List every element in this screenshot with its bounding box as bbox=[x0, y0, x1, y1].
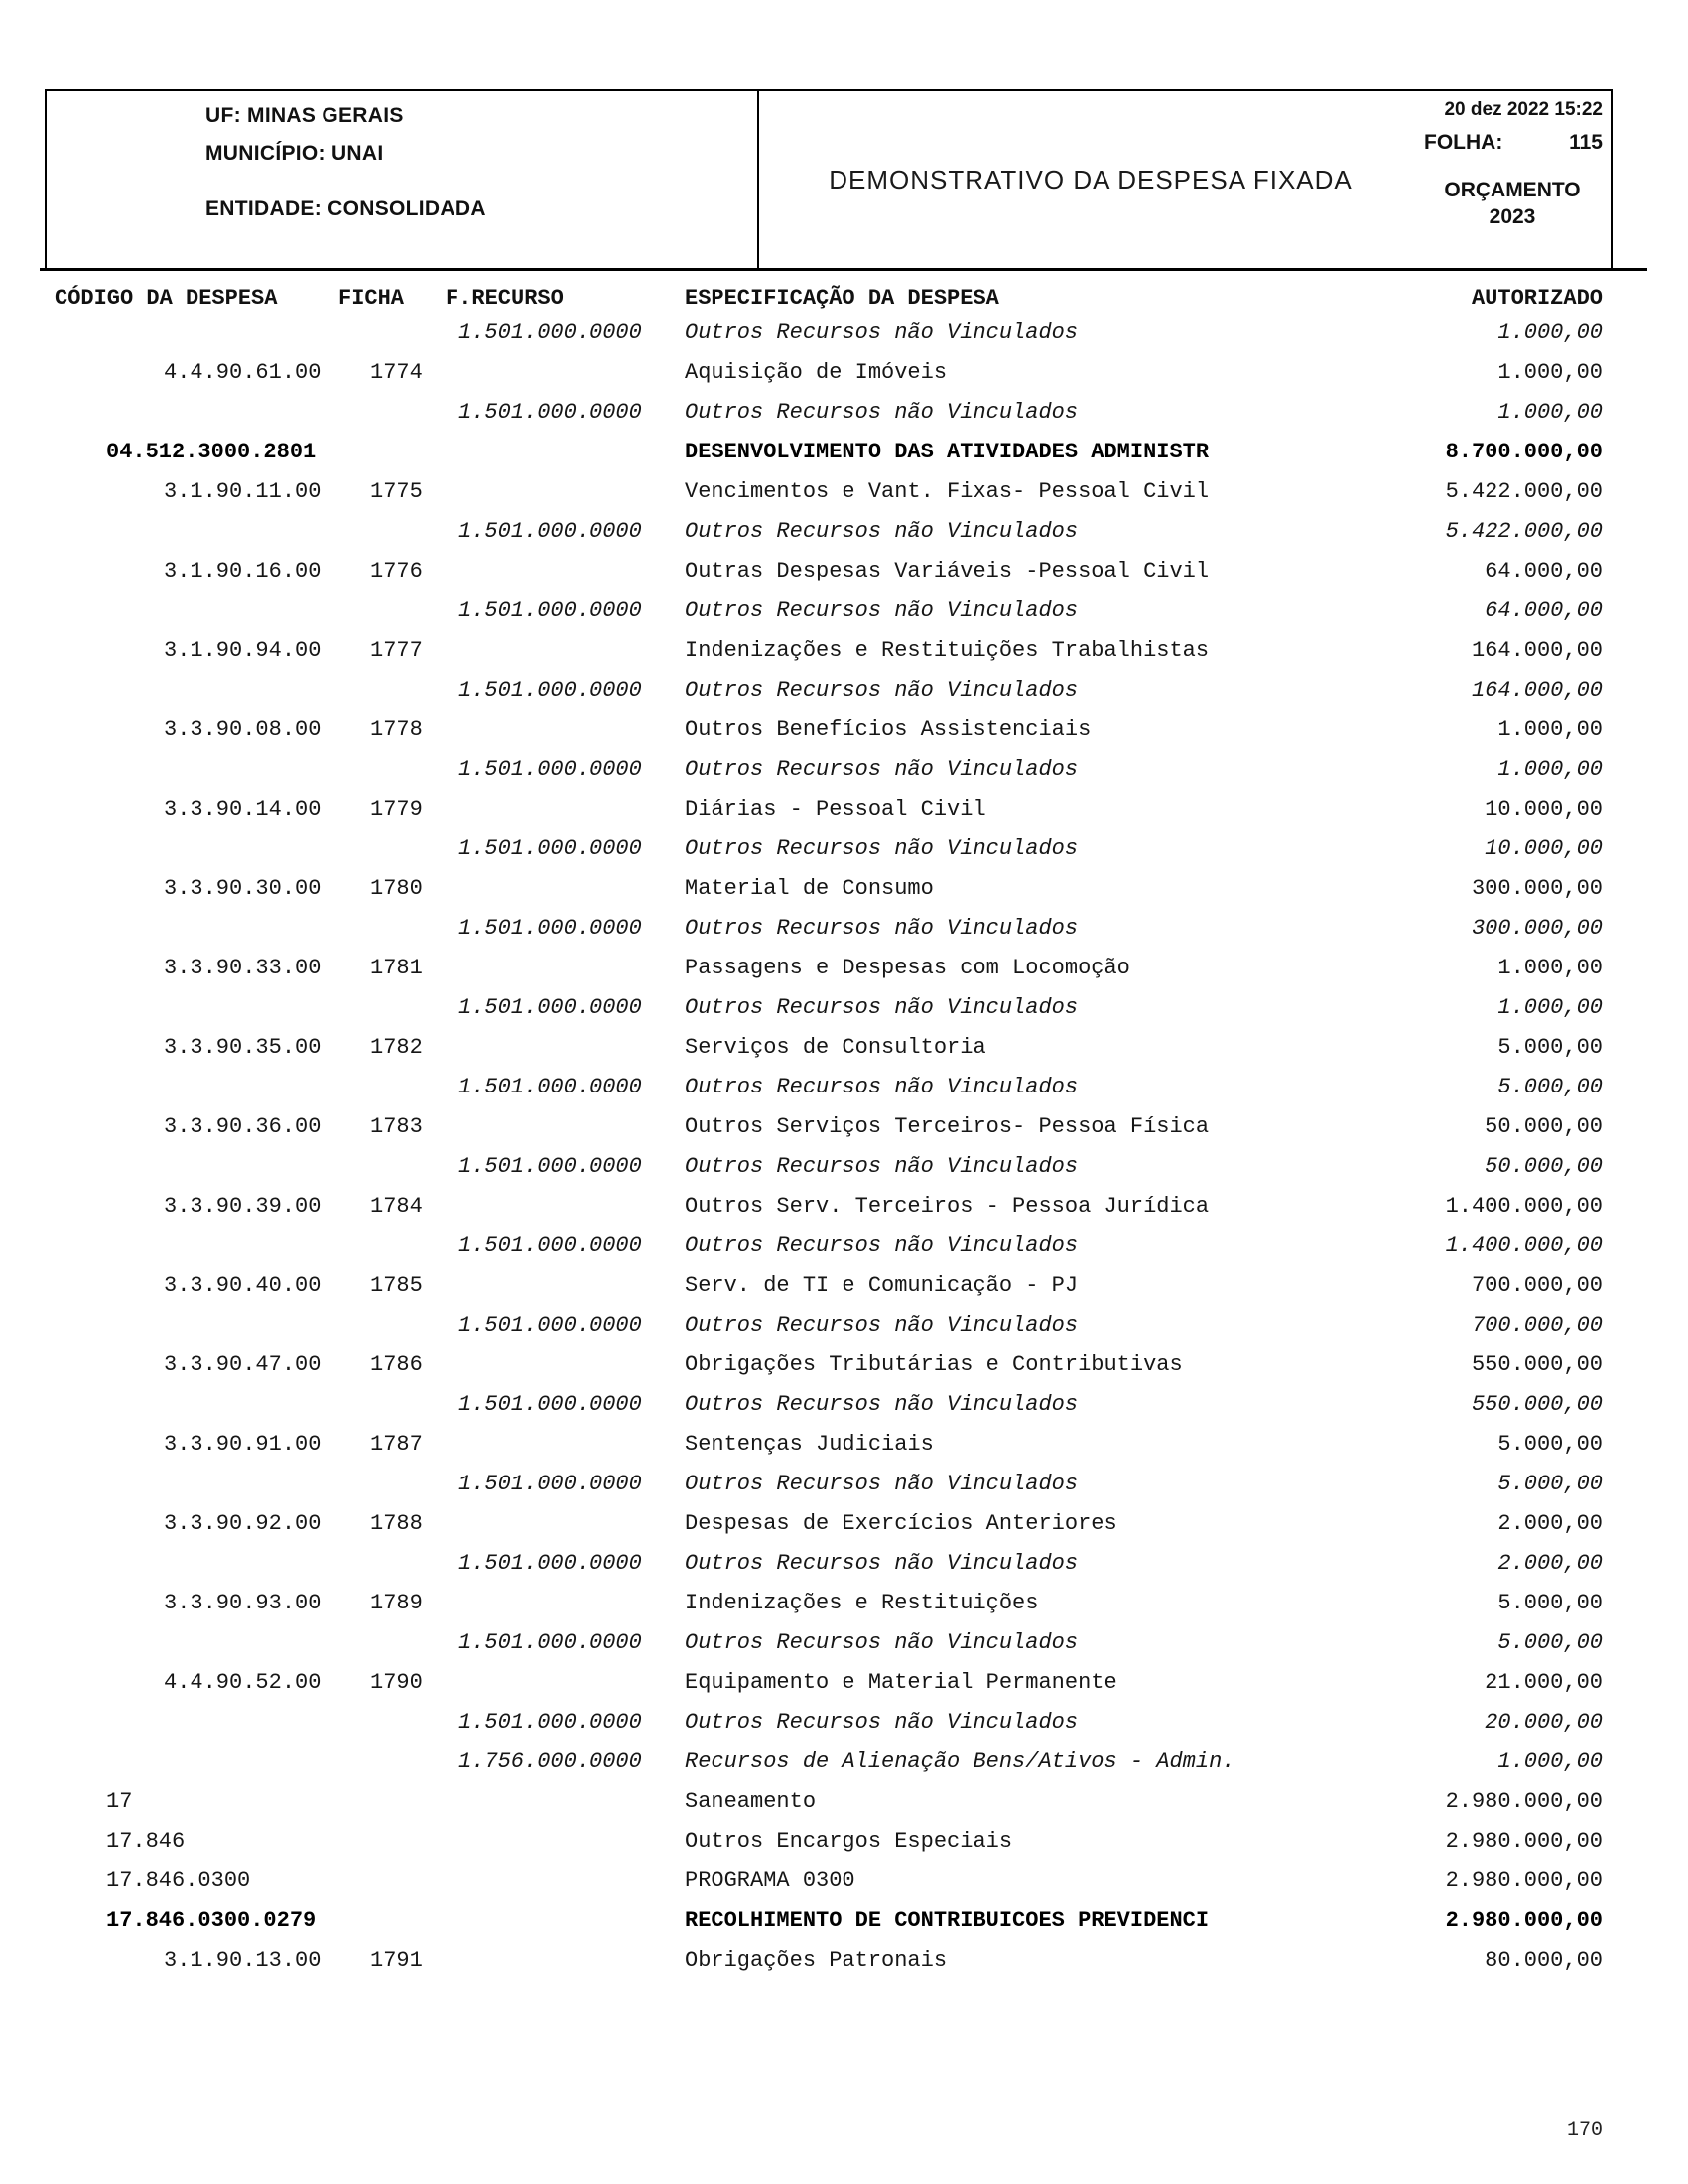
frecurso-cell: 1.501.000.0000 bbox=[458, 678, 642, 703]
page-number: 170 bbox=[1566, 2120, 1603, 2142]
table-row bbox=[55, 1226, 1603, 1266]
autorizado-cell: 8.700.000,00 bbox=[1445, 440, 1603, 464]
frecurso-cell: 1.756.000.0000 bbox=[458, 1749, 642, 1774]
especificacao-cell: Outros Benefícios Assistenciais bbox=[685, 717, 1092, 742]
table-row bbox=[55, 1187, 1603, 1226]
especificacao-cell: Outros Recursos não Vinculados bbox=[685, 916, 1079, 941]
autorizado-cell: 1.400.000,00 bbox=[1445, 1233, 1603, 1258]
frecurso-cell: 1.501.000.0000 bbox=[458, 757, 642, 782]
frecurso-cell: 1.501.000.0000 bbox=[458, 1472, 642, 1496]
codigo-cell: 3.3.90.92.00 bbox=[164, 1511, 322, 1536]
especificacao-cell: Serv. de TI e Comunicação - PJ bbox=[685, 1273, 1079, 1298]
autorizado-cell: 300.000,00 bbox=[1471, 916, 1603, 941]
frecurso-cell: 1.501.000.0000 bbox=[458, 1233, 642, 1258]
especificacao-cell: Sentenças Judiciais bbox=[685, 1432, 934, 1457]
table-row bbox=[55, 1822, 1603, 1862]
orcamento-block bbox=[1422, 177, 1603, 230]
codigo-cell: 04.512.3000.2801 bbox=[106, 440, 317, 464]
ficha-cell: 1786 bbox=[370, 1352, 423, 1377]
codigo-cell: 17.846.0300 bbox=[106, 1868, 251, 1893]
col-header-codigo: CÓDIGO DA DESPESA bbox=[55, 286, 278, 311]
codigo-cell: 3.3.90.33.00 bbox=[164, 956, 322, 980]
autorizado-cell: 300.000,00 bbox=[1471, 876, 1603, 901]
frecurso-cell: 1.501.000.0000 bbox=[458, 1551, 642, 1576]
autorizado-cell: 5.000,00 bbox=[1497, 1630, 1603, 1655]
codigo-cell: 3.3.90.40.00 bbox=[164, 1273, 322, 1298]
especificacao-cell: Outros Serv. Terceiros - Pessoa Jurídica bbox=[685, 1194, 1210, 1219]
frecurso-cell: 1.501.000.0000 bbox=[458, 916, 642, 941]
codigo-cell: 17.846.0300.0279 bbox=[106, 1908, 317, 1933]
especificacao-cell: Outros Recursos não Vinculados bbox=[685, 1392, 1079, 1417]
header-meta-block bbox=[1422, 91, 1611, 268]
codigo-cell: 3.3.90.35.00 bbox=[164, 1035, 322, 1060]
folha-label: FOLHA: bbox=[1424, 131, 1503, 154]
table-row bbox=[55, 591, 1603, 631]
ficha-cell: 1782 bbox=[370, 1035, 423, 1060]
especificacao-cell: Outros Recursos não Vinculados bbox=[685, 836, 1079, 861]
autorizado-cell: 5.000,00 bbox=[1497, 1472, 1603, 1496]
ficha-cell: 1780 bbox=[370, 876, 423, 901]
frecurso-cell: 1.501.000.0000 bbox=[458, 1710, 642, 1734]
codigo-cell: 3.3.90.47.00 bbox=[164, 1352, 322, 1377]
especificacao-cell: Outros Recursos não Vinculados bbox=[685, 598, 1079, 623]
especificacao-cell: Serviços de Consultoria bbox=[685, 1035, 986, 1060]
table-row bbox=[55, 988, 1603, 1028]
ficha-cell: 1776 bbox=[370, 559, 423, 583]
autorizado-cell: 1.000,00 bbox=[1497, 995, 1603, 1020]
ficha-cell: 1784 bbox=[370, 1194, 423, 1219]
codigo-cell: 3.3.90.91.00 bbox=[164, 1432, 322, 1457]
table-row bbox=[55, 512, 1603, 552]
frecurso-cell: 1.501.000.0000 bbox=[458, 1392, 642, 1417]
table-row bbox=[55, 1465, 1603, 1504]
ficha-cell: 1778 bbox=[370, 717, 423, 742]
especificacao-cell: Passagens e Despesas com Locomoção bbox=[685, 956, 1130, 980]
autorizado-cell: 5.422.000,00 bbox=[1445, 479, 1603, 504]
col-header-especificacao: ESPECIFICAÇÃO DA DESPESA bbox=[685, 286, 999, 311]
autorizado-cell: 2.980.000,00 bbox=[1445, 1789, 1603, 1814]
header-bottom-rule bbox=[40, 268, 1647, 271]
entidade-label: ENTIDADE: CONSOLIDADA bbox=[205, 197, 486, 220]
autorizado-cell: 550.000,00 bbox=[1471, 1392, 1603, 1417]
table-row bbox=[55, 1663, 1603, 1703]
especificacao-cell: Outros Recursos não Vinculados bbox=[685, 1472, 1079, 1496]
frecurso-cell: 1.501.000.0000 bbox=[458, 598, 642, 623]
table-row bbox=[55, 393, 1603, 433]
especificacao-cell: RECOLHIMENTO DE CONTRIBUICOES PREVIDENCI bbox=[685, 1908, 1210, 1933]
especificacao-cell: Outros Recursos não Vinculados bbox=[685, 757, 1079, 782]
autorizado-cell: 64.000,00 bbox=[1485, 598, 1603, 623]
table-row bbox=[55, 1504, 1603, 1544]
autorizado-cell: 10.000,00 bbox=[1485, 797, 1603, 822]
uf-label: UF: MINAS GERAIS bbox=[205, 104, 404, 127]
especificacao-cell: Vencimentos e Vant. Fixas- Pessoal Civil bbox=[685, 479, 1210, 504]
frecurso-cell: 1.501.000.0000 bbox=[458, 836, 642, 861]
ficha-cell: 1775 bbox=[370, 479, 423, 504]
autorizado-cell: 1.000,00 bbox=[1497, 956, 1603, 980]
especificacao-cell: Outros Recursos não Vinculados bbox=[685, 1710, 1079, 1734]
autorizado-cell: 1.000,00 bbox=[1497, 717, 1603, 742]
table-row bbox=[55, 1782, 1603, 1822]
table-row bbox=[55, 830, 1603, 869]
header-box bbox=[45, 89, 1613, 268]
ficha-cell: 1783 bbox=[370, 1114, 423, 1139]
ficha-cell: 1781 bbox=[370, 956, 423, 980]
especificacao-cell: Outros Recursos não Vinculados bbox=[685, 1154, 1079, 1179]
autorizado-cell: 700.000,00 bbox=[1471, 1273, 1603, 1298]
table-row bbox=[55, 949, 1603, 988]
autorizado-cell: 550.000,00 bbox=[1471, 1352, 1603, 1377]
autorizado-cell: 5.000,00 bbox=[1497, 1432, 1603, 1457]
ficha-cell: 1787 bbox=[370, 1432, 423, 1457]
especificacao-cell: Outros Recursos não Vinculados bbox=[685, 1233, 1079, 1258]
table-row bbox=[55, 1147, 1603, 1187]
table-row bbox=[55, 472, 1603, 512]
frecurso-cell: 1.501.000.0000 bbox=[458, 1075, 642, 1099]
table-row bbox=[55, 314, 1603, 353]
codigo-cell: 4.4.90.52.00 bbox=[164, 1670, 322, 1695]
ficha-cell: 1779 bbox=[370, 797, 423, 822]
especificacao-cell: Recursos de Alienação Bens/Ativos - Admin. bbox=[685, 1749, 1235, 1774]
especificacao-cell: Outros Serviços Terceiros- Pessoa Física bbox=[685, 1114, 1210, 1139]
autorizado-cell: 20.000,00 bbox=[1485, 1710, 1603, 1734]
col-header-ficha: FICHA bbox=[338, 286, 405, 311]
codigo-cell: 3.3.90.30.00 bbox=[164, 876, 322, 901]
codigo-cell: 3.1.90.13.00 bbox=[164, 1948, 322, 1973]
autorizado-cell: 2.000,00 bbox=[1497, 1551, 1603, 1576]
table-row bbox=[55, 433, 1603, 472]
autorizado-cell: 21.000,00 bbox=[1485, 1670, 1603, 1695]
especificacao-cell: Obrigações Tributárias e Contributivas bbox=[685, 1352, 1183, 1377]
especificacao-cell: Outros Encargos Especiais bbox=[685, 1829, 1013, 1854]
codigo-cell: 3.3.90.36.00 bbox=[164, 1114, 322, 1139]
table-row bbox=[55, 1623, 1603, 1663]
frecurso-cell: 1.501.000.0000 bbox=[458, 519, 642, 544]
especificacao-cell: Outros Recursos não Vinculados bbox=[685, 678, 1079, 703]
orcamento-label: ORÇAMENTO bbox=[1444, 179, 1581, 201]
folha-number: 115 bbox=[1569, 131, 1603, 154]
especificacao-cell: Aquisição de Imóveis bbox=[685, 360, 948, 385]
table-row bbox=[55, 1941, 1603, 1981]
autorizado-cell: 1.000,00 bbox=[1497, 1749, 1603, 1774]
table-row bbox=[55, 1346, 1603, 1385]
header-title-block bbox=[759, 91, 1422, 268]
especificacao-cell: Outros Recursos não Vinculados bbox=[685, 1551, 1079, 1576]
autorizado-cell: 2.980.000,00 bbox=[1445, 1868, 1603, 1893]
table-column-headers bbox=[55, 282, 1603, 316]
especificacao-cell: Outros Recursos não Vinculados bbox=[685, 1630, 1079, 1655]
autorizado-cell: 50.000,00 bbox=[1485, 1154, 1603, 1179]
table-row bbox=[55, 631, 1603, 671]
autorizado-cell: 5.000,00 bbox=[1497, 1035, 1603, 1060]
especificacao-cell: Outras Despesas Variáveis -Pessoal Civil bbox=[685, 559, 1210, 583]
ficha-cell: 1790 bbox=[370, 1670, 423, 1695]
table-row bbox=[55, 671, 1603, 710]
especificacao-cell: Indenizações e Restituições Trabalhistas bbox=[685, 638, 1210, 663]
codigo-cell: 3.3.90.39.00 bbox=[164, 1194, 322, 1219]
ficha-cell: 1789 bbox=[370, 1591, 423, 1615]
frecurso-cell: 1.501.000.0000 bbox=[458, 995, 642, 1020]
autorizado-cell: 2.980.000,00 bbox=[1445, 1908, 1603, 1933]
autorizado-cell: 1.400.000,00 bbox=[1445, 1194, 1603, 1219]
col-header-frecurso: F.RECURSO bbox=[446, 286, 564, 311]
codigo-cell: 3.1.90.11.00 bbox=[164, 479, 322, 504]
especificacao-cell: Outros Recursos não Vinculados bbox=[685, 400, 1079, 425]
header-entity-block bbox=[47, 91, 759, 268]
codigo-cell: 3.1.90.16.00 bbox=[164, 559, 322, 583]
col-header-autorizado: AUTORIZADO bbox=[1471, 286, 1603, 311]
codigo-cell: 3.3.90.08.00 bbox=[164, 717, 322, 742]
table-row bbox=[55, 790, 1603, 830]
table-row bbox=[55, 1862, 1603, 1901]
autorizado-cell: 5.000,00 bbox=[1497, 1591, 1603, 1615]
print-datetime: 20 dez 2022 15:22 bbox=[1444, 99, 1603, 120]
autorizado-cell: 5.000,00 bbox=[1497, 1075, 1603, 1099]
especificacao-cell: DESENVOLVIMENTO DAS ATIVIDADES ADMINISTR bbox=[685, 440, 1210, 464]
municipio-label: MUNICÍPIO: UNAI bbox=[205, 142, 384, 165]
table-row bbox=[55, 1425, 1603, 1465]
especificacao-cell: Material de Consumo bbox=[685, 876, 934, 901]
frecurso-cell: 1.501.000.0000 bbox=[458, 1154, 642, 1179]
table-row bbox=[55, 1068, 1603, 1107]
autorizado-cell: 2.000,00 bbox=[1497, 1511, 1603, 1536]
especificacao-cell: Outros Recursos não Vinculados bbox=[685, 519, 1079, 544]
table-row bbox=[55, 710, 1603, 750]
especificacao-cell: Despesas de Exercícios Anteriores bbox=[685, 1511, 1117, 1536]
table-row bbox=[55, 1901, 1603, 1941]
table-row bbox=[55, 909, 1603, 949]
expense-table-body bbox=[55, 314, 1603, 1981]
autorizado-cell: 5.422.000,00 bbox=[1445, 519, 1603, 544]
table-row bbox=[55, 1266, 1603, 1306]
table-row bbox=[55, 1703, 1603, 1742]
table-row bbox=[55, 1385, 1603, 1425]
autorizado-cell: 50.000,00 bbox=[1485, 1114, 1603, 1139]
report-title: DEMONSTRATIVO DA DESPESA FIXADA bbox=[829, 164, 1353, 194]
table-row bbox=[55, 552, 1603, 591]
especificacao-cell: Saneamento bbox=[685, 1789, 817, 1814]
especificacao-cell: Outros Recursos não Vinculados bbox=[685, 995, 1079, 1020]
ficha-cell: 1774 bbox=[370, 360, 423, 385]
ficha-cell: 1777 bbox=[370, 638, 423, 663]
codigo-cell: 3.1.90.94.00 bbox=[164, 638, 322, 663]
table-row bbox=[55, 1544, 1603, 1584]
frecurso-cell: 1.501.000.0000 bbox=[458, 1313, 642, 1338]
codigo-cell: 17 bbox=[106, 1789, 133, 1814]
autorizado-cell: 64.000,00 bbox=[1485, 559, 1603, 583]
table-row bbox=[55, 1742, 1603, 1782]
codigo-cell: 17.846 bbox=[106, 1829, 186, 1854]
especificacao-cell: Obrigações Patronais bbox=[685, 1948, 948, 1973]
especificacao-cell: Outros Recursos não Vinculados bbox=[685, 1313, 1079, 1338]
autorizado-cell: 164.000,00 bbox=[1471, 638, 1603, 663]
autorizado-cell: 1.000,00 bbox=[1497, 360, 1603, 385]
autorizado-cell: 1.000,00 bbox=[1497, 321, 1603, 345]
ficha-cell: 1791 bbox=[370, 1948, 423, 1973]
codigo-cell: 3.3.90.14.00 bbox=[164, 797, 322, 822]
autorizado-cell: 1.000,00 bbox=[1497, 400, 1603, 425]
especificacao-cell: Equipamento e Material Permanente bbox=[685, 1670, 1117, 1695]
especificacao-cell: Diárias - Pessoal Civil bbox=[685, 797, 986, 822]
table-row bbox=[55, 869, 1603, 909]
especificacao-cell: Outros Recursos não Vinculados bbox=[685, 321, 1079, 345]
table-row bbox=[55, 1584, 1603, 1623]
codigo-cell: 3.3.90.93.00 bbox=[164, 1591, 322, 1615]
especificacao-cell: Outros Recursos não Vinculados bbox=[685, 1075, 1079, 1099]
orcamento-year: 2023 bbox=[1489, 205, 1536, 228]
codigo-cell: 4.4.90.61.00 bbox=[164, 360, 322, 385]
autorizado-cell: 10.000,00 bbox=[1485, 836, 1603, 861]
especificacao-cell: PROGRAMA 0300 bbox=[685, 1868, 855, 1893]
folha-row bbox=[1422, 131, 1603, 155]
especificacao-cell: Indenizações e Restituições bbox=[685, 1591, 1039, 1615]
autorizado-cell: 1.000,00 bbox=[1497, 757, 1603, 782]
table-row bbox=[55, 750, 1603, 790]
ficha-cell: 1785 bbox=[370, 1273, 423, 1298]
autorizado-cell: 2.980.000,00 bbox=[1445, 1829, 1603, 1854]
frecurso-cell: 1.501.000.0000 bbox=[458, 321, 642, 345]
frecurso-cell: 1.501.000.0000 bbox=[458, 400, 642, 425]
table-row bbox=[55, 1028, 1603, 1068]
frecurso-cell: 1.501.000.0000 bbox=[458, 1630, 642, 1655]
table-row bbox=[55, 1107, 1603, 1147]
autorizado-cell: 80.000,00 bbox=[1485, 1948, 1603, 1973]
autorizado-cell: 164.000,00 bbox=[1471, 678, 1603, 703]
table-row bbox=[55, 353, 1603, 393]
ficha-cell: 1788 bbox=[370, 1511, 423, 1536]
table-row bbox=[55, 1306, 1603, 1346]
autorizado-cell: 700.000,00 bbox=[1471, 1313, 1603, 1338]
